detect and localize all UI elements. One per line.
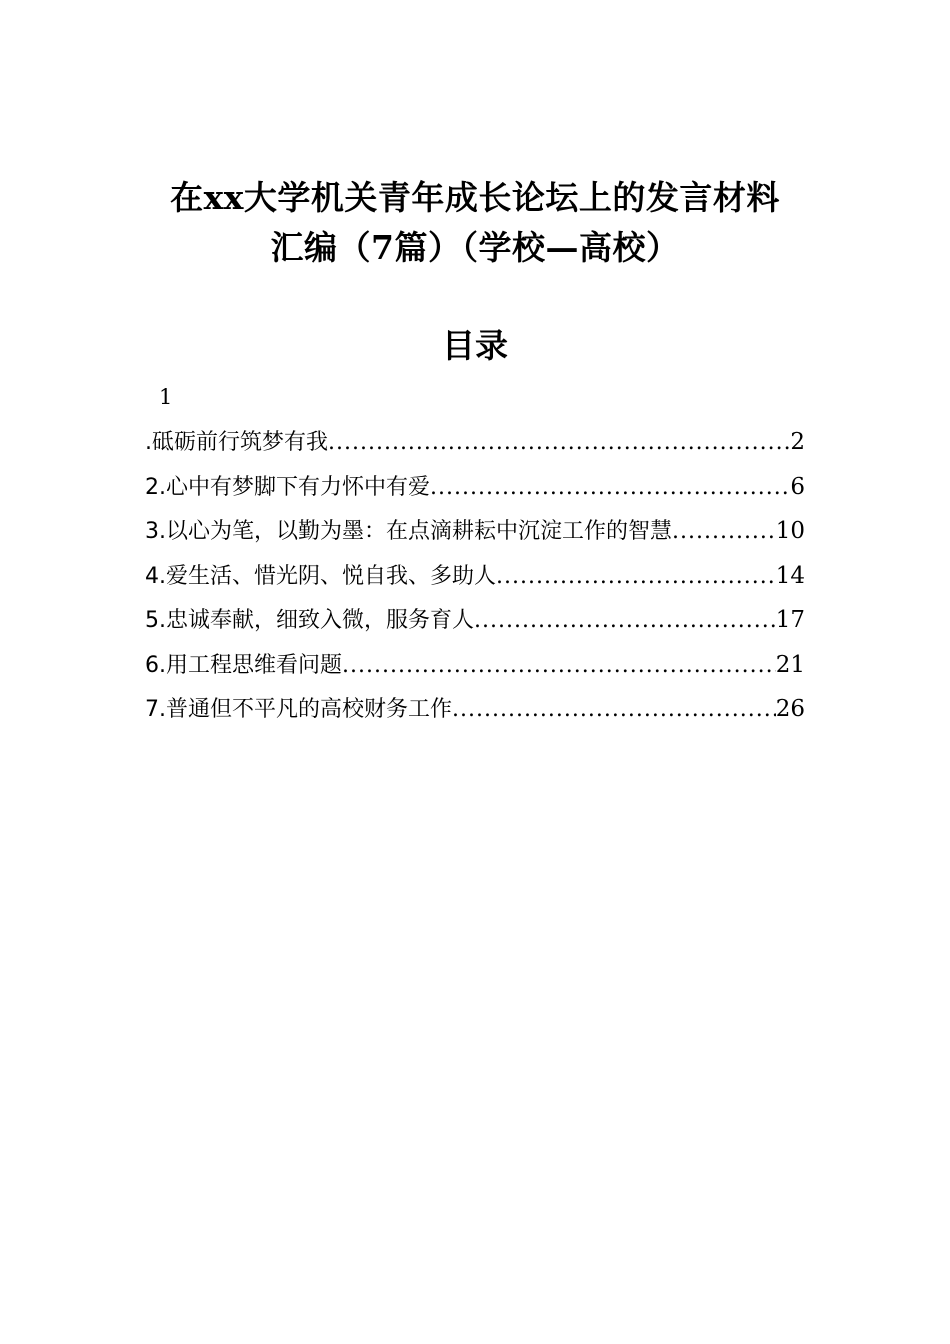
document-title-line-1: 在xx大学机关青年成长论坛上的发言材料 <box>170 178 780 217</box>
toc-entry-1[interactable] <box>145 420 805 465</box>
toc-page-number: 26 <box>775 696 805 722</box>
toc-entry-3[interactable] <box>145 509 805 554</box>
toc-entry-label: .砥砺前行筑梦有我 <box>145 430 328 455</box>
table-of-contents <box>145 420 805 732</box>
toc-page-number: 10 <box>775 518 805 544</box>
toc-dot-leader <box>474 599 776 643</box>
toc-entry-5[interactable] <box>145 598 805 643</box>
toc-entry-label: 2.心中有梦脚下有力怀中有爱 <box>145 474 430 500</box>
toc-entry-label: 7.普通但不平凡的高校财务工作 <box>145 697 452 722</box>
toc-dot-leader <box>672 510 776 554</box>
toc-page-number: 6 <box>790 473 805 500</box>
toc-entry-number-fragment: 1 <box>159 385 173 409</box>
toc-page-number: 17 <box>775 607 805 633</box>
toc-dot-leader <box>342 644 776 688</box>
toc-entry-label: 6.用工程思维看问题 <box>145 652 342 678</box>
toc-dot-leader <box>496 555 776 599</box>
toc-entry-label: 3.以心为笔，以勤为墨：在点滴耕耘中沉淀工作的智慧 <box>145 519 672 544</box>
toc-page-number: 14 <box>775 562 805 589</box>
toc-entry-label: 5.忠诚奉献，细致入微，服务育人 <box>145 608 474 633</box>
toc-dot-leader <box>430 466 790 510</box>
toc-page-number: 21 <box>775 651 805 678</box>
document-title-line-2: 汇编（7篇）（学校—高校） <box>270 228 680 267</box>
toc-dot-leader <box>452 688 776 732</box>
toc-entry-6[interactable] <box>145 643 805 688</box>
toc-entry-4[interactable] <box>145 554 805 599</box>
toc-heading: 目录 <box>442 326 508 365</box>
toc-page-number: 2 <box>790 429 805 455</box>
toc-entry-label: 4.爱生活、惜光阴、悦自我、多助人 <box>145 563 496 589</box>
toc-entry-2[interactable] <box>145 465 805 510</box>
toc-dot-leader <box>328 421 790 465</box>
toc-entry-7[interactable] <box>145 687 805 732</box>
